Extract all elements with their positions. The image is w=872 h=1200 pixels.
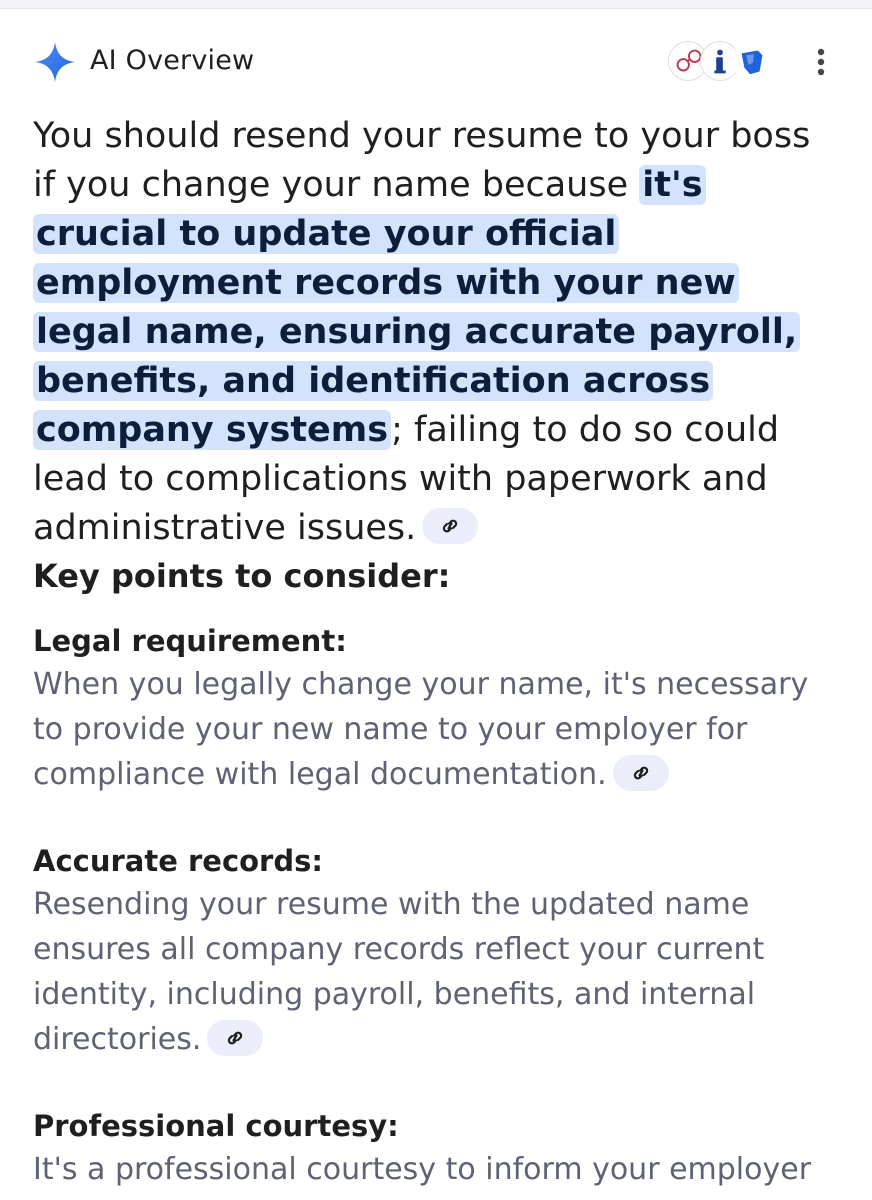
summary-text-continued: ; failing to do so could lead to complications with paperwork and administrative issues. <box>33 410 780 548</box>
key-points-heading: Key points to consider: <box>33 557 451 595</box>
more-vertical-icon[interactable] <box>806 44 836 80</box>
key-point-legal-requirement <box>33 622 843 797</box>
ai-overview-header <box>0 8 872 112</box>
map-pin-favicon[interactable] <box>732 41 772 81</box>
highlighted-answer: it's crucial to update your official employment records with your new legal name, ensuring accurate payroll, benefits, and identification across company systems <box>33 165 800 450</box>
ai-overview-content <box>33 112 833 1187</box>
link-icon <box>438 515 462 537</box>
summary-text: You should resend your resume to your boss if you change your name because <box>33 116 811 205</box>
key-point-body <box>33 882 843 1062</box>
key-point-title: Accurate records: <box>33 844 323 878</box>
key-point-professional-courtesy <box>33 1107 843 1192</box>
key-point-body: It's a professional courtesy to inform your employer <box>33 1152 812 1187</box>
ai-overview-title: AI Overview <box>90 45 255 76</box>
source-link-chip[interactable] <box>422 508 478 544</box>
key-point-body-text: When you legally change your name, it's necessary to provide your new name to your employer for compliance with legal documentation. <box>33 667 809 792</box>
key-point-body-text: Resending your resume with the updated name ensures all company records reflect your current identity, including payroll, benefits, and internal directories. <box>33 887 765 1057</box>
link-icon <box>629 762 653 784</box>
source-link-chip[interactable] <box>207 1020 263 1056</box>
key-point-title: Legal requirement: <box>33 624 347 658</box>
source-link-chip[interactable] <box>613 755 669 791</box>
key-point-accurate-records <box>33 842 843 1062</box>
key-point-title: Professional courtesy: <box>33 1109 399 1143</box>
source-favicons[interactable] <box>668 41 778 83</box>
link-icon <box>223 1027 247 1049</box>
gemini-spark-icon <box>34 41 76 83</box>
overview-summary <box>33 112 833 553</box>
key-point-body <box>33 662 843 797</box>
